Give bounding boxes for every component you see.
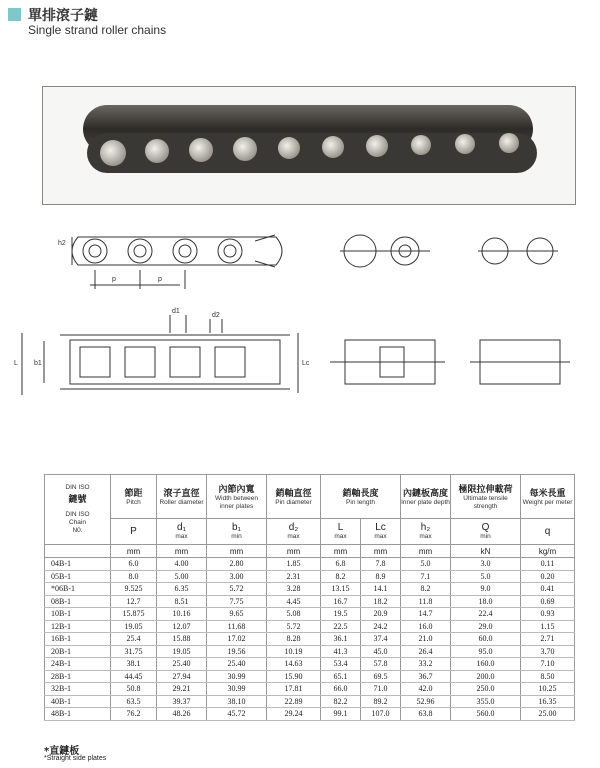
value-cell: 63.8 bbox=[401, 708, 451, 721]
value-cell: 17.81 bbox=[267, 683, 321, 696]
col-header-pitch: 節距 Pitch bbox=[111, 475, 157, 519]
chain-number-header: DIN ISO 鏈號 DIN ISO Chain N0. bbox=[45, 475, 111, 545]
value-cell: 5.72 bbox=[267, 620, 321, 633]
table-row bbox=[45, 683, 575, 696]
value-cell: 0.41 bbox=[521, 583, 575, 596]
value-cell: 11.68 bbox=[207, 620, 267, 633]
value-cell: 41.3 bbox=[321, 645, 361, 658]
label-p-2: p bbox=[158, 276, 162, 283]
value-cell: 12.07 bbox=[157, 620, 207, 633]
unit-cell: mm bbox=[361, 545, 401, 558]
value-cell: 66.0 bbox=[321, 683, 361, 696]
col-header-plate-depth: 內鏈板高度 Inner plate depth bbox=[401, 475, 451, 519]
unit-cell: mm bbox=[157, 545, 207, 558]
value-cell: 36.1 bbox=[321, 633, 361, 646]
col-header-tensile: 極限拉伸載荷 Ultimate tensile strength bbox=[451, 475, 521, 519]
unit-cell: mm bbox=[207, 545, 267, 558]
table-row bbox=[45, 620, 575, 633]
value-cell: 200.0 bbox=[451, 670, 521, 683]
value-cell: 5.72 bbox=[207, 583, 267, 596]
value-cell: 15.875 bbox=[111, 608, 157, 621]
chain-number-cell: 08B-1 bbox=[45, 595, 111, 608]
chain-number-cell: 48B-1 bbox=[45, 708, 111, 721]
label-b1: b1 bbox=[34, 360, 42, 367]
value-cell: 45.72 bbox=[207, 708, 267, 721]
value-cell: 95.0 bbox=[451, 645, 521, 658]
value-cell: 6.35 bbox=[157, 583, 207, 596]
label-L: L bbox=[14, 360, 18, 367]
value-cell: 8.51 bbox=[157, 595, 207, 608]
title-english: Single strand roller chains bbox=[28, 23, 167, 37]
value-cell: 560.0 bbox=[451, 708, 521, 721]
dimension-table-container bbox=[44, 474, 574, 721]
table-row bbox=[45, 708, 575, 721]
table-row bbox=[45, 645, 575, 658]
value-cell: 1.15 bbox=[521, 620, 575, 633]
unit-cell: mm bbox=[267, 545, 321, 558]
value-cell: 22.4 bbox=[451, 608, 521, 621]
value-cell: 2.31 bbox=[267, 570, 321, 583]
sym-q: q bbox=[521, 519, 575, 545]
value-cell: 89.2 bbox=[361, 695, 401, 708]
value-cell: 1.85 bbox=[267, 558, 321, 571]
value-cell: 3.28 bbox=[267, 583, 321, 596]
value-cell: 44.45 bbox=[111, 670, 157, 683]
value-cell: 19.5 bbox=[321, 608, 361, 621]
table-row bbox=[45, 658, 575, 671]
chain-number-cell: 05B-1 bbox=[45, 570, 111, 583]
table-row bbox=[45, 558, 575, 571]
value-cell: 3.00 bbox=[207, 570, 267, 583]
value-cell: 19.05 bbox=[157, 645, 207, 658]
value-cell: 8.2 bbox=[401, 583, 451, 596]
value-cell: 9.65 bbox=[207, 608, 267, 621]
unit-cell: mm bbox=[401, 545, 451, 558]
value-cell: 16.0 bbox=[401, 620, 451, 633]
chain-number-cell: *06B-1 bbox=[45, 583, 111, 596]
value-cell: 160.0 bbox=[451, 658, 521, 671]
col-header-width: 內節內寬 Width between inner plates bbox=[207, 475, 267, 519]
col-header-pin-dia: 銷軸直徑 Pin diameter bbox=[267, 475, 321, 519]
label-p-1: p bbox=[112, 276, 116, 283]
footnote-chinese: *直鏈板 bbox=[44, 746, 80, 757]
title-chinese: 單排滾子鏈 bbox=[28, 8, 98, 24]
value-cell: 6.0 bbox=[111, 558, 157, 571]
value-cell: 12.7 bbox=[111, 595, 157, 608]
sym-Q: Q min bbox=[451, 519, 521, 545]
value-cell: 57.8 bbox=[361, 658, 401, 671]
value-cell: 69.5 bbox=[361, 670, 401, 683]
value-cell: 8.0 bbox=[111, 570, 157, 583]
unit-cell: kN bbox=[451, 545, 521, 558]
label-d1: d1 bbox=[172, 308, 180, 315]
label-h2: h2 bbox=[58, 240, 66, 247]
col-header-pin-length: 銷軸長度 Pin length bbox=[321, 475, 401, 519]
value-cell: 7.8 bbox=[361, 558, 401, 571]
value-cell: 60.0 bbox=[451, 633, 521, 646]
chain-number-cell: 10B-1 bbox=[45, 608, 111, 621]
label-Lc: Lc bbox=[302, 360, 310, 367]
value-cell: 7.10 bbox=[521, 658, 575, 671]
value-cell: 4.45 bbox=[267, 595, 321, 608]
value-cell: 99.1 bbox=[321, 708, 361, 721]
value-cell: 71.0 bbox=[361, 683, 401, 696]
value-cell: 5.08 bbox=[267, 608, 321, 621]
unit-blank bbox=[45, 545, 111, 558]
value-cell: 8.50 bbox=[521, 670, 575, 683]
value-cell: 25.00 bbox=[521, 708, 575, 721]
table-row bbox=[45, 695, 575, 708]
table-body bbox=[45, 558, 575, 721]
value-cell: 30.99 bbox=[207, 683, 267, 696]
value-cell: 7.1 bbox=[401, 570, 451, 583]
value-cell: 6.8 bbox=[321, 558, 361, 571]
sym-width: b₁ min bbox=[207, 519, 267, 545]
value-cell: 26.4 bbox=[401, 645, 451, 658]
value-cell: 10.25 bbox=[521, 683, 575, 696]
value-cell: 29.21 bbox=[157, 683, 207, 696]
value-cell: 65.1 bbox=[321, 670, 361, 683]
unit-cell: mm bbox=[321, 545, 361, 558]
value-cell: 17.02 bbox=[207, 633, 267, 646]
table-row bbox=[45, 608, 575, 621]
value-cell: 14.1 bbox=[361, 583, 401, 596]
technical-drawings bbox=[0, 215, 600, 475]
dimension-table bbox=[44, 474, 575, 721]
chain-number-cell: 32B-1 bbox=[45, 683, 111, 696]
value-cell: 21.0 bbox=[401, 633, 451, 646]
value-cell: 48.26 bbox=[157, 708, 207, 721]
value-cell: 25.40 bbox=[207, 658, 267, 671]
sym-h2: h₂ max bbox=[401, 519, 451, 545]
value-cell: 25.4 bbox=[111, 633, 157, 646]
value-cell: 18.0 bbox=[451, 595, 521, 608]
value-cell: 7.75 bbox=[207, 595, 267, 608]
value-cell: 38.10 bbox=[207, 695, 267, 708]
unit-cell: mm bbox=[111, 545, 157, 558]
value-cell: 3.0 bbox=[451, 558, 521, 571]
value-cell: 14.63 bbox=[267, 658, 321, 671]
chain-number-cell: 16B-1 bbox=[45, 633, 111, 646]
value-cell: 52.96 bbox=[401, 695, 451, 708]
value-cell: 36.7 bbox=[401, 670, 451, 683]
value-cell: 5.00 bbox=[157, 570, 207, 583]
value-cell: 250.0 bbox=[451, 683, 521, 696]
value-cell: 76.2 bbox=[111, 708, 157, 721]
chain-number-cell: 28B-1 bbox=[45, 670, 111, 683]
chain-number-cell: 12B-1 bbox=[45, 620, 111, 633]
value-cell: 10.16 bbox=[157, 608, 207, 621]
value-cell: 38.1 bbox=[111, 658, 157, 671]
table-row bbox=[45, 583, 575, 596]
value-cell: 0.93 bbox=[521, 608, 575, 621]
chain-number-cell: 04B-1 bbox=[45, 558, 111, 571]
value-cell: 16.35 bbox=[521, 695, 575, 708]
value-cell: 82.2 bbox=[321, 695, 361, 708]
value-cell: 5.0 bbox=[401, 558, 451, 571]
value-cell: 0.20 bbox=[521, 570, 575, 583]
unit-cell: kg/m bbox=[521, 545, 575, 558]
value-cell: 42.0 bbox=[401, 683, 451, 696]
col-header-weight: 每米長重 Weight per meter bbox=[521, 475, 575, 519]
value-cell: 14.7 bbox=[401, 608, 451, 621]
header-marker bbox=[8, 8, 21, 21]
value-cell: 2.80 bbox=[207, 558, 267, 571]
value-cell: 0.69 bbox=[521, 595, 575, 608]
sym-Lc: Lᴄ max bbox=[361, 519, 401, 545]
value-cell: 13.15 bbox=[321, 583, 361, 596]
value-cell: 39.37 bbox=[157, 695, 207, 708]
value-cell: 9.0 bbox=[451, 583, 521, 596]
chain-number-cell: 40B-1 bbox=[45, 695, 111, 708]
sym-pitch: P bbox=[111, 519, 157, 545]
value-cell: 29.24 bbox=[267, 708, 321, 721]
col-header-roller: 滾子直徑 Roller diameter bbox=[157, 475, 207, 519]
value-cell: 30.99 bbox=[207, 670, 267, 683]
value-cell: 63.5 bbox=[111, 695, 157, 708]
table-row bbox=[45, 633, 575, 646]
value-cell: 8.28 bbox=[267, 633, 321, 646]
sym-pin-dia: d₂ max bbox=[267, 519, 321, 545]
chain-number-cell: 24B-1 bbox=[45, 658, 111, 671]
value-cell: 8.2 bbox=[321, 570, 361, 583]
value-cell: 37.4 bbox=[361, 633, 401, 646]
value-cell: 8.9 bbox=[361, 570, 401, 583]
value-cell: 45.0 bbox=[361, 645, 401, 658]
value-cell: 15.88 bbox=[157, 633, 207, 646]
sym-roller: d₁ max bbox=[157, 519, 207, 545]
value-cell: 25.40 bbox=[157, 658, 207, 671]
value-cell: 3.70 bbox=[521, 645, 575, 658]
table-row bbox=[45, 595, 575, 608]
value-cell: 18.2 bbox=[361, 595, 401, 608]
table-row bbox=[45, 570, 575, 583]
value-cell: 20.9 bbox=[361, 608, 401, 621]
value-cell: 29.0 bbox=[451, 620, 521, 633]
value-cell: 19.56 bbox=[207, 645, 267, 658]
table-row bbox=[45, 670, 575, 683]
chain-photo bbox=[42, 86, 576, 205]
value-cell: 11.8 bbox=[401, 595, 451, 608]
value-cell: 0.11 bbox=[521, 558, 575, 571]
value-cell: 22.89 bbox=[267, 695, 321, 708]
value-cell: 5.0 bbox=[451, 570, 521, 583]
label-d2: d2 bbox=[212, 312, 220, 319]
value-cell: 31.75 bbox=[111, 645, 157, 658]
value-cell: 27.94 bbox=[157, 670, 207, 683]
value-cell: 15.90 bbox=[267, 670, 321, 683]
value-cell: 24.2 bbox=[361, 620, 401, 633]
chain-number-cell: 20B-1 bbox=[45, 645, 111, 658]
value-cell: 355.0 bbox=[451, 695, 521, 708]
value-cell: 22.5 bbox=[321, 620, 361, 633]
value-cell: 10.19 bbox=[267, 645, 321, 658]
value-cell: 2.71 bbox=[521, 633, 575, 646]
value-cell: 107.0 bbox=[361, 708, 401, 721]
sym-L: L max bbox=[321, 519, 361, 545]
value-cell: 53.4 bbox=[321, 658, 361, 671]
value-cell: 9.525 bbox=[111, 583, 157, 596]
value-cell: 16.7 bbox=[321, 595, 361, 608]
value-cell: 50.8 bbox=[111, 683, 157, 696]
value-cell: 19.05 bbox=[111, 620, 157, 633]
value-cell: 33.2 bbox=[401, 658, 451, 671]
footnote-english: *Straight side plates bbox=[44, 755, 107, 762]
value-cell: 4.00 bbox=[157, 558, 207, 571]
